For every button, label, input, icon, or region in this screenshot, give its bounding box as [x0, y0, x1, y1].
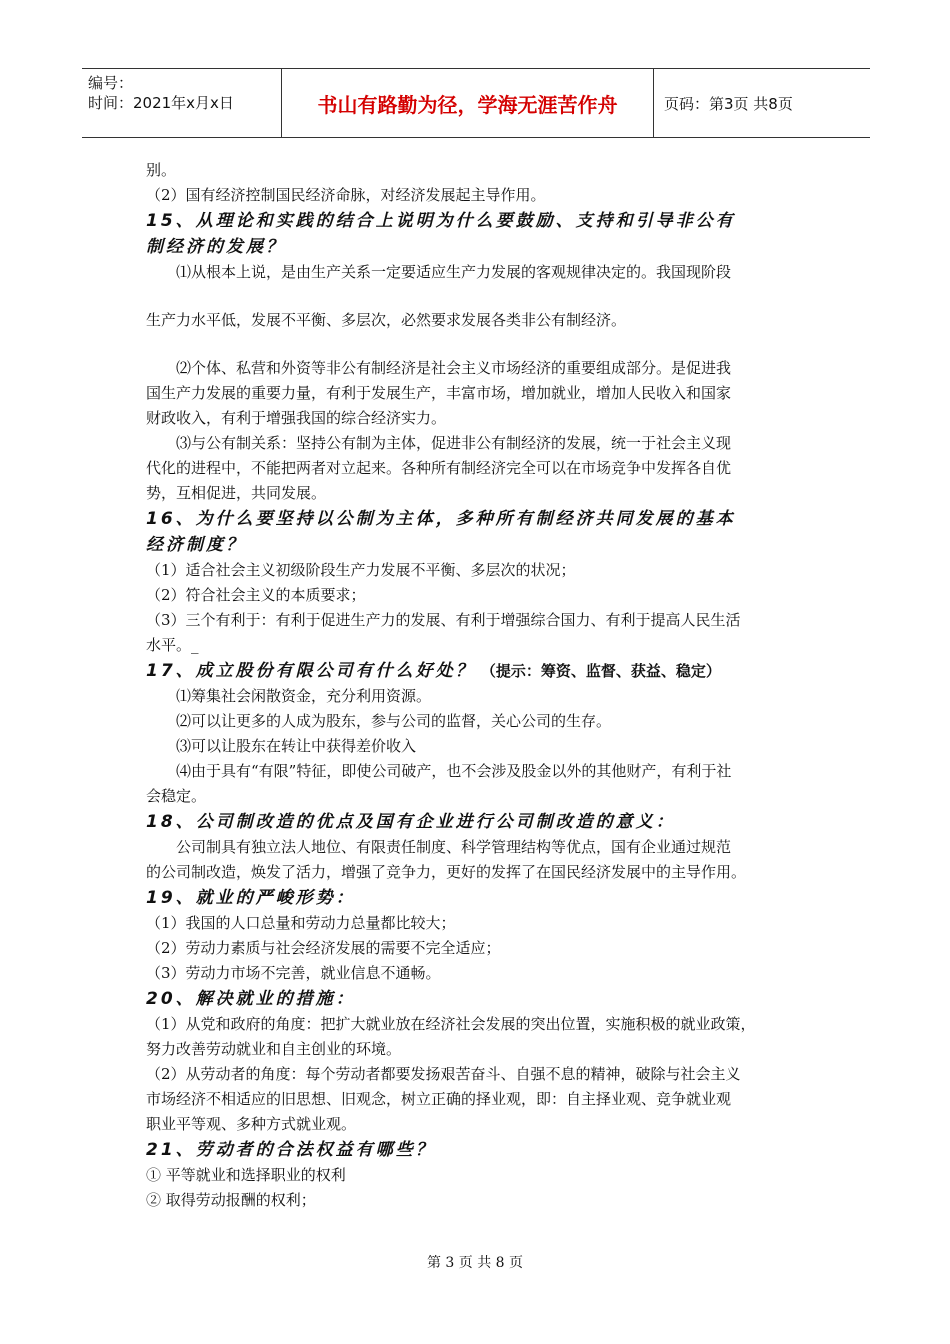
heading-text: 21、劳动者的合法权益有哪些？ — [146, 1140, 436, 1160]
paragraph-gap — [146, 333, 810, 356]
text-line: 别。 — [146, 161, 177, 179]
text-line: 代化的进程中，不能把两者对立起来。各种所有制经济完全可以在市场竞争中发挥各自优 — [146, 459, 732, 477]
text-line: 会稳定。 — [146, 787, 207, 805]
text-line: ② 取得劳动报酬的权利； — [146, 1191, 316, 1209]
text-line: 生产力水平低，发展不平衡、多层次，必然要求发展各类非公有制经济。 — [146, 311, 627, 329]
heading-text: 15、从理论和实践的结合上说明为什么要鼓励、支持和引导非公有 — [146, 211, 736, 231]
header-meta — [82, 69, 282, 137]
document-body — [146, 158, 810, 1213]
question-heading — [146, 506, 810, 532]
question-heading — [146, 234, 810, 260]
page-footer: 第 3 页 共 8 页 — [426, 1255, 524, 1271]
text-line: 财政收入，有利于增强我国的综合经济实力。 — [146, 409, 447, 427]
text-line: （2）国有经济控制国民经济命脉，对经济发展起主导作用。 — [146, 186, 546, 204]
text-line: ⑷由于具有“有限”特征，即使公司破产，也不会涉及股金以外的其他财产，有利于社 — [176, 762, 732, 780]
text-line: ⑵个体、私营和外资等非公有制经济是社会主义市场经济的重要组成部分。是促进我 — [176, 359, 732, 377]
date-label: 时间：2021年x月x日 — [88, 94, 234, 112]
heading-text: 18、公司制改造的优点及国有企业进行公司制改造的意义： — [146, 812, 676, 832]
text-line: （1）我国的人口总量和劳动力总量都比较大； — [146, 914, 456, 932]
question-heading — [146, 658, 810, 684]
text-line: ⑵可以让更多的人成为股东，参与公司的监督，关心公司的生存。 — [176, 712, 612, 730]
text-line: 市场经济不相适应的旧思想、旧观念，树立正确的择业观，即：自主择业观、竞争就业观 — [146, 1090, 732, 1108]
text-line: 公司制具有独立法人地位、有限责任制度、科学管理结构等优点，国有企业通过规范 — [176, 838, 732, 856]
question-heading — [146, 885, 810, 911]
heading-text: 20、解决就业的措施： — [146, 989, 356, 1009]
heading-text: 19、就业的严峻形势： — [146, 888, 356, 908]
text-line: （3）三个有利于：有利于促进生产力的发展、有利于增强综合国力、有利于提高人民生活 — [146, 611, 741, 629]
page-header — [82, 68, 870, 138]
text-line: （3）劳动力市场不完善，就业信息不通畅。 — [146, 964, 441, 982]
text-line: （2）从劳动者的角度：每个劳动者都要发扬艰苦奋斗、自强不息的精神，破除与社会主义 — [146, 1065, 741, 1083]
serial-label: 编号： — [88, 74, 134, 92]
text-line: ⑶与公有制关系：坚持公有制为主体，促进非公有制经济的发展，统一于社会主义现 — [176, 434, 732, 452]
text-line: 努力改善劳动就业和自主创业的环境。 — [146, 1040, 402, 1058]
text-line: （1）适合社会主义初级阶段生产力发展不平衡、多层次的状况； — [146, 561, 576, 579]
text-line: 的公司制改造，焕发了活力，增强了竞争力，更好的发挥了在国民经济发展中的主导作用。 — [146, 863, 747, 881]
paragraph-gap — [146, 285, 810, 308]
heading-text: 16、为什么要坚持以公制为主体，多种所有制经济共同发展的基本 — [146, 509, 736, 529]
heading-text: 经济制度？ — [146, 535, 246, 555]
text-line: ⑴筹集社会闲散资金，充分利用资源。 — [176, 687, 432, 705]
header-motto: 书山有路勤为径，学海无涯苦作舟 — [282, 69, 654, 137]
text-line: ① 平等就业和选择职业的权利 — [146, 1166, 346, 1184]
text-line: （2）劳动力素质与社会经济发展的需要不完全适应； — [146, 939, 501, 957]
text-line: 职业平等观、多种方式就业观。 — [146, 1115, 357, 1133]
text-line: （2）符合社会主义的本质要求； — [146, 586, 366, 604]
text-line: 水平。_ — [146, 636, 199, 654]
text-line: ⑶可以让股东在转让中获得差价收入 — [176, 737, 417, 755]
heading-text: 17、成立股份有限公司有什么好处？ — [146, 661, 476, 681]
text-line: 势，互相促进，共同发展。 — [146, 484, 327, 502]
question-heading — [146, 208, 810, 234]
question-heading — [146, 532, 810, 558]
heading-text: 制经济的发展？ — [146, 237, 286, 257]
heading-hint: （提示：筹资、监督、获益、稳定） — [475, 662, 721, 680]
question-heading — [146, 809, 810, 835]
question-heading — [146, 1137, 810, 1163]
question-heading — [146, 986, 810, 1012]
header-page-number: 页码：第3页 共8页 — [664, 94, 793, 113]
text-line: 国生产力发展的重要力量，有利于发展生产，丰富市场，增加就业，增加人民收入和国家 — [146, 384, 732, 402]
text-line: （1）从党和政府的角度：把扩大就业放在经济社会发展的突出位置，实施积极的就业政策， — [146, 1015, 756, 1033]
text-line: ⑴从根本上说，是由生产关系一定要适应生产力发展的客观规律决定的。我国现阶段 — [176, 263, 732, 281]
